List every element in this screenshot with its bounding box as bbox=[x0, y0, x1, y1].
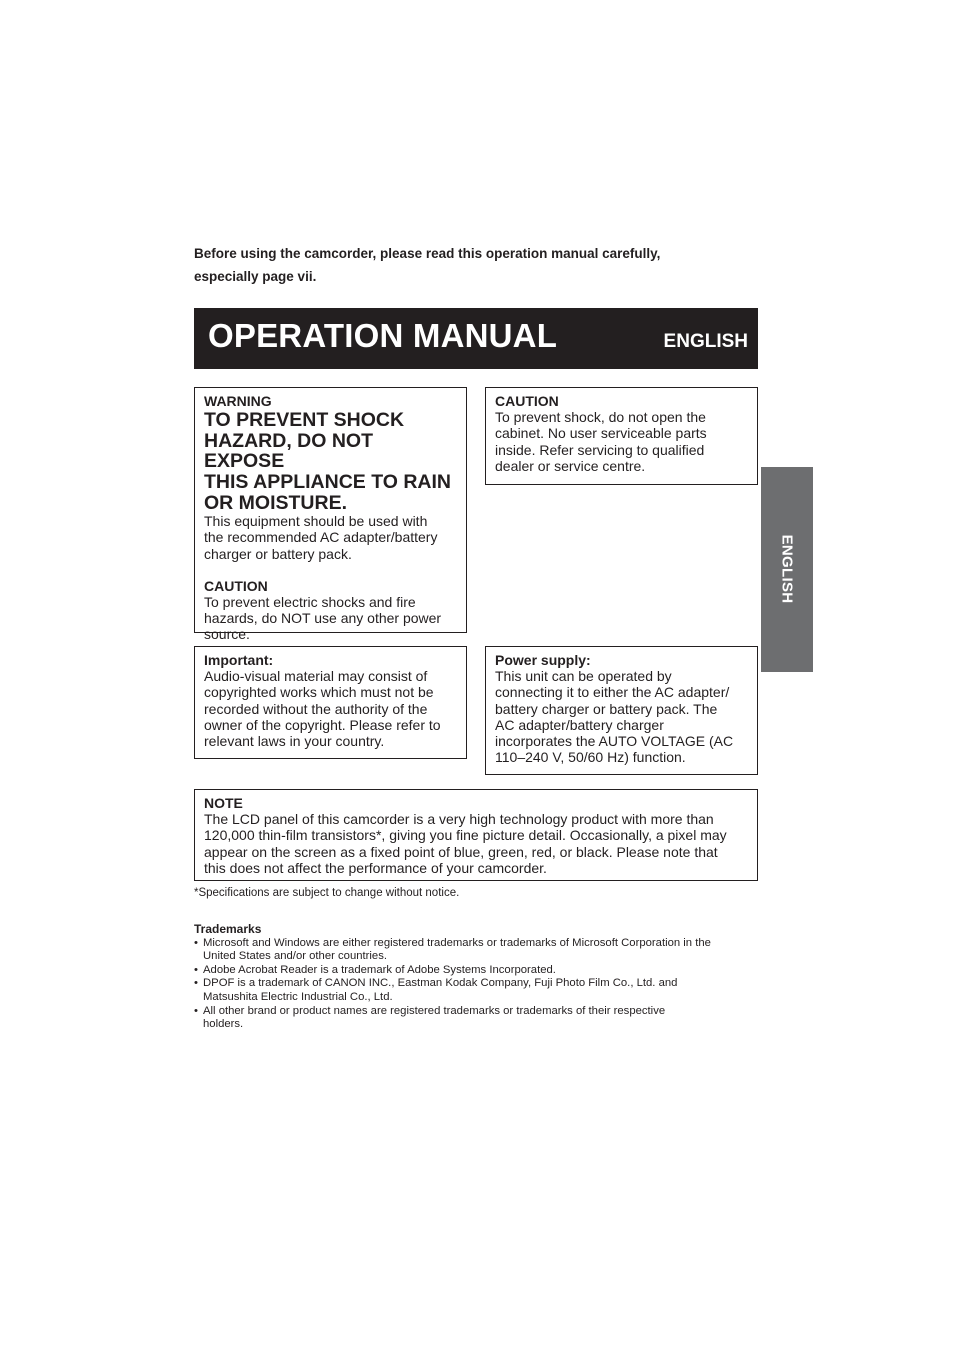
power-supply-box bbox=[485, 646, 758, 775]
warning-body-line: charger or battery pack. bbox=[204, 545, 352, 562]
bullet-icon: • bbox=[194, 1004, 198, 1017]
note-line: appear on the screen as a fixed point of blue, green, red, or black. Please note that bbox=[204, 843, 718, 860]
bullet-icon: • bbox=[194, 936, 198, 949]
important-heading: Important: bbox=[204, 652, 274, 668]
trademark-item bbox=[194, 977, 754, 1004]
trademark-item bbox=[194, 1005, 754, 1032]
important-line: recorded without the authority of the bbox=[204, 700, 428, 717]
power-supply-line: This unit can be operated by bbox=[495, 668, 672, 685]
power-supply-line: AC adapter/battery charger bbox=[495, 716, 664, 733]
manual-title: OPERATION MANUAL bbox=[208, 317, 558, 354]
important-line: Audio-visual material may consist of bbox=[204, 668, 428, 685]
warning-box bbox=[194, 387, 467, 643]
note-box bbox=[194, 789, 758, 881]
trademarks-title: Trademarks bbox=[194, 922, 262, 936]
power-supply-line: 110–240 V, 50/60 Hz) function. bbox=[495, 749, 686, 766]
note-line: The LCD panel of this camcorder is a very high technology product with more than bbox=[204, 811, 714, 828]
caution-line: cabinet. No user serviceable parts bbox=[495, 425, 707, 442]
trademarks-section bbox=[194, 923, 754, 1032]
note-heading: NOTE bbox=[204, 795, 243, 811]
warning-caution-line: source. bbox=[204, 626, 250, 643]
caution-box bbox=[485, 387, 758, 485]
trademark-line: DPOF is a trademark of CANON INC., Eastman Kodak Company, Fuji Photo Film Co., Ltd. and bbox=[203, 977, 678, 990]
warning-caution-heading: CAUTION bbox=[204, 577, 268, 594]
trademark-line: holders. bbox=[203, 1018, 244, 1031]
caution-line: dealer or service centre. bbox=[495, 457, 646, 474]
warning-statement-line: OR MOISTURE. bbox=[204, 491, 348, 514]
trademark-item bbox=[194, 964, 754, 978]
warning-statement-line: THIS APPLIANCE TO RAIN bbox=[204, 470, 452, 493]
title-banner bbox=[194, 308, 758, 369]
power-supply-line: battery charger or battery pack. The bbox=[495, 700, 718, 717]
power-supply-line: incorporates the AUTO VOLTAGE (AC bbox=[495, 733, 734, 750]
warning-statement-line: TO PREVENT SHOCK bbox=[204, 409, 405, 432]
trademarks-list bbox=[194, 937, 754, 1032]
warning-heading: WARNING bbox=[204, 393, 272, 409]
warning-statement bbox=[204, 410, 458, 513]
intro-line: Before using the camcorder, please read this operation manual carefully, bbox=[194, 246, 661, 261]
important-line: owner of the copyright. Please refer to bbox=[204, 716, 441, 733]
note-line: this does not affect the performance of your camcorder. bbox=[204, 859, 547, 876]
intro-text bbox=[194, 242, 754, 288]
trademark-line: All other brand or product names are registered trademarks or trademarks of their respective bbox=[203, 1004, 666, 1017]
trademark-item bbox=[194, 937, 754, 964]
warning-statement-line: HAZARD, DO NOT EXPOSE bbox=[204, 429, 373, 473]
trademark-line: Microsoft and Windows are either registered trademarks or trademarks of Microsoft Corporation in the bbox=[203, 936, 711, 949]
specifications-note: *Specifications are subject to change without notice. bbox=[194, 887, 460, 899]
bullet-icon: • bbox=[194, 963, 198, 976]
note-line: 120,000 thin-film transistors*, giving you fine picture detail. Occasionally, a pixel may bbox=[204, 827, 727, 844]
warning-body-line: This equipment should be used with bbox=[204, 513, 428, 530]
bullet-icon: • bbox=[194, 977, 198, 990]
caution-heading: CAUTION bbox=[495, 393, 559, 409]
trademark-line: Adobe Acrobat Reader is a trademark of Adobe Systems Incorporated. bbox=[203, 963, 556, 976]
warning-caution-line: hazards, do NOT use any other power bbox=[204, 610, 442, 627]
warning-caution-line: To prevent electric shocks and fire bbox=[204, 593, 416, 610]
power-supply-line: connecting it to either the AC adapter/ bbox=[495, 684, 730, 701]
important-line: relevant laws in your country. bbox=[204, 733, 385, 750]
language-side-tab bbox=[761, 467, 813, 672]
caution-line: To prevent shock, do not open the bbox=[495, 409, 706, 426]
intro-line: especially page vii. bbox=[194, 269, 317, 284]
banner-language: ENGLISH bbox=[663, 331, 748, 352]
trademark-line: United States and/or other countries. bbox=[203, 950, 387, 963]
important-box bbox=[194, 646, 467, 759]
side-tab-label: ENGLISH bbox=[778, 534, 796, 604]
trademark-line: Matsushita Electric Industrial Co., Ltd. bbox=[203, 990, 393, 1003]
warning-body-line: the recommended AC adapter/battery bbox=[204, 529, 438, 546]
important-line: copyrighted works which must not be bbox=[204, 684, 434, 701]
power-supply-heading: Power supply: bbox=[495, 652, 591, 668]
caution-line: inside. Refer servicing to qualified bbox=[495, 441, 705, 458]
